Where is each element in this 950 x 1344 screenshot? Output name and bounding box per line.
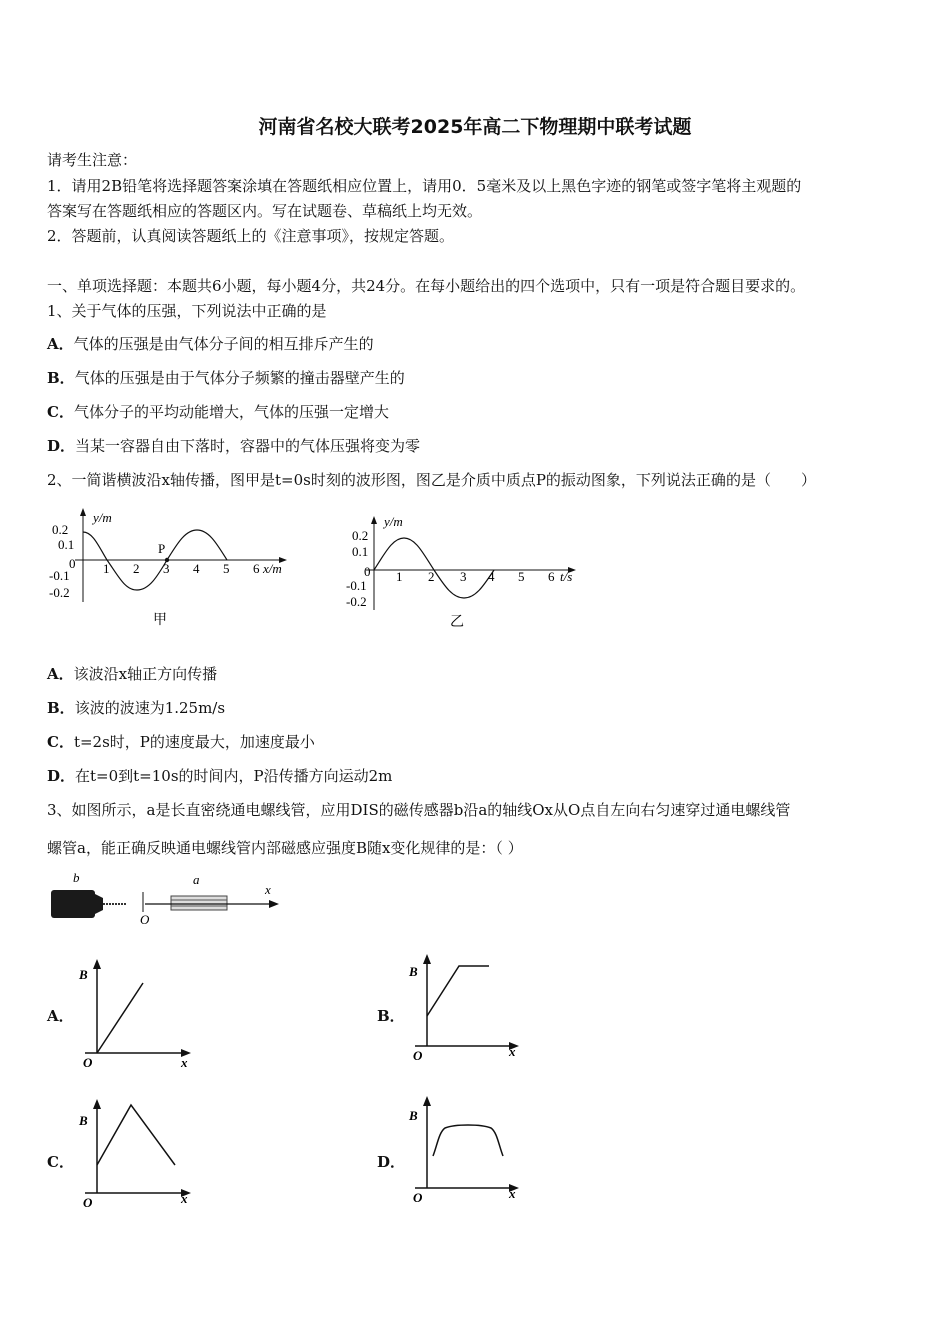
tick-label: 2 — [428, 569, 435, 584]
tick-label: -0.1 — [49, 568, 70, 583]
q1-option-a — [47, 334, 374, 354]
q3-option-d-label: D． — [377, 1153, 406, 1171]
sensor-b-label: b — [73, 870, 80, 885]
origin-label: O — [83, 1195, 93, 1210]
q2-option-d — [47, 766, 392, 786]
tick-label: -0.2 — [49, 585, 70, 600]
notice-line-2: 2．答题前，认真阅读答题纸上的《注意事项》，按规定答题。 — [47, 227, 455, 245]
page-title: 河南省名校大联考2025年高二下物理期中联考试题 — [258, 116, 692, 138]
origin-label: O — [413, 1190, 423, 1205]
tick-label: 6 — [548, 569, 555, 584]
point-p-label: P — [158, 541, 166, 556]
tick-label: 4 — [193, 561, 200, 576]
option-text: 气体分子的平均动能增大，气体的压强一定增大 — [73, 403, 389, 421]
origin-label: O — [83, 1055, 93, 1070]
axis-x-label: x — [181, 1055, 188, 1070]
q1-option-d — [47, 436, 420, 456]
tick-label: 4 — [488, 569, 495, 584]
option-label: A． — [47, 335, 74, 353]
wave-graph-jia — [47, 502, 307, 632]
axis-x-label: x — [509, 1044, 516, 1059]
q1-option-b — [47, 368, 405, 388]
option-label: B． — [47, 699, 75, 717]
option-text: 在t=0到t=10s的时间内，P沿传播方向运动2m — [75, 767, 393, 785]
origin-label: O — [413, 1048, 423, 1063]
axis-b-label: B — [79, 967, 88, 982]
tick-label: 6 — [253, 561, 260, 576]
notice-line-1: 1．请用2B铅笔将选择题答案涂填在答题纸相应位置上，请用0．5毫米及以上黑色字迹的钢笔或签字笔将主观题的 — [47, 177, 802, 195]
option-label: D． — [47, 437, 76, 455]
tick-label: 5 — [518, 569, 525, 584]
notice-line-1b: 答案写在答题纸相应的答题区内。写在试题卷、草稿纸上均无效。 — [47, 202, 483, 220]
solenoid-a-label: a — [193, 872, 200, 887]
q3-option-c-graph — [75, 1095, 200, 1210]
q1-option-c — [47, 402, 389, 422]
q1-stem: 1、关于气体的压强，下列说法中正确的是 — [47, 302, 327, 320]
option-text: 气体的压强是由于气体分子频繁的撞击器壁产生的 — [74, 369, 405, 387]
option-label: D． — [47, 767, 76, 785]
q3-option-a-graph — [75, 955, 200, 1070]
figure-caption-yi: 乙 — [450, 615, 464, 630]
axis-x-label: x/m — [263, 561, 282, 576]
option-text: 当某一容器自由下落时，容器中的气体压强将变为零 — [75, 437, 421, 455]
tick-label: 0.2 — [52, 522, 69, 537]
axis-b-label: B — [409, 1108, 418, 1123]
tick-label: -0.1 — [346, 578, 367, 593]
tick-label: 3 — [163, 561, 170, 576]
q3-option-b-label: B． — [377, 1007, 405, 1025]
origin-o-label: O — [140, 912, 150, 927]
tick-label: 1 — [103, 561, 110, 576]
tick-label: 1 — [396, 569, 403, 584]
solenoid-sensor-figure — [47, 868, 287, 928]
option-label: B． — [47, 369, 75, 387]
tick-label: 0 — [364, 564, 371, 579]
axis-x-label: x — [509, 1186, 516, 1201]
tick-label: 2 — [133, 561, 140, 576]
tick-label: 5 — [223, 561, 230, 576]
option-label: A． — [47, 665, 74, 683]
figure-caption-jia: 甲 — [153, 613, 167, 628]
tick-label: 3 — [460, 569, 467, 584]
option-text: 该波沿x轴正方向传播 — [73, 665, 218, 683]
tick-label: 0.2 — [352, 528, 369, 543]
axis-x-label: x — [181, 1191, 188, 1206]
axis-y-label: y/m — [384, 514, 403, 529]
q3-option-c-label: C． — [47, 1153, 74, 1171]
option-text: 气体的压强是由气体分子间的相互排斥产生的 — [73, 335, 374, 353]
tick-label: 0.1 — [58, 537, 75, 552]
axis-b-label: B — [79, 1113, 88, 1128]
option-label: C． — [47, 403, 74, 421]
q2-option-b — [47, 698, 225, 718]
axis-y-label: y/m — [93, 510, 112, 525]
q3-option-a-label: A． — [47, 1007, 74, 1025]
axis-x-label: x — [265, 882, 271, 897]
notice-heading: 请考生注意： — [47, 151, 138, 169]
q2-option-a — [47, 664, 217, 684]
option-text: 该波的波速为1.25m/s — [74, 699, 226, 717]
q3-option-b-graph — [405, 950, 530, 1065]
axis-b-label: B — [409, 964, 418, 979]
q2-stem: 2、一简谐横波沿x轴传播，图甲是t=0s时刻的波形图，图乙是介质中质点P的振动图象，下列说法正确的是（ ） — [47, 471, 816, 489]
tick-label: 0 — [69, 556, 76, 571]
q3-stem-line-2: 螺管a，能正确反映通电螺线管内部磁感应强度B随x变化规律的是：（ ） — [47, 839, 523, 857]
q2-option-c — [47, 732, 315, 752]
option-label: C． — [47, 733, 74, 751]
axis-x-label: t/s — [560, 569, 573, 584]
option-text: t=2s时，P的速度最大，加速度最小 — [73, 733, 315, 751]
q3-option-d-graph — [405, 1092, 530, 1207]
vibration-graph-yi — [342, 510, 602, 640]
q3-stem-line-1: 3、如图所示，a是长直密绕通电螺线管，应用DIS的磁传感器b沿a的轴线Ox从O点自左向右匀速穿过通电螺线管 — [47, 801, 791, 819]
section-heading: 一、单项选择题：本题共6小题，每小题4分，共24分。在每小题给出的四个选项中，只有一项是符合题目要求的。 — [47, 277, 806, 295]
tick-label: 0.1 — [352, 544, 369, 559]
tick-label: -0.2 — [346, 594, 367, 609]
